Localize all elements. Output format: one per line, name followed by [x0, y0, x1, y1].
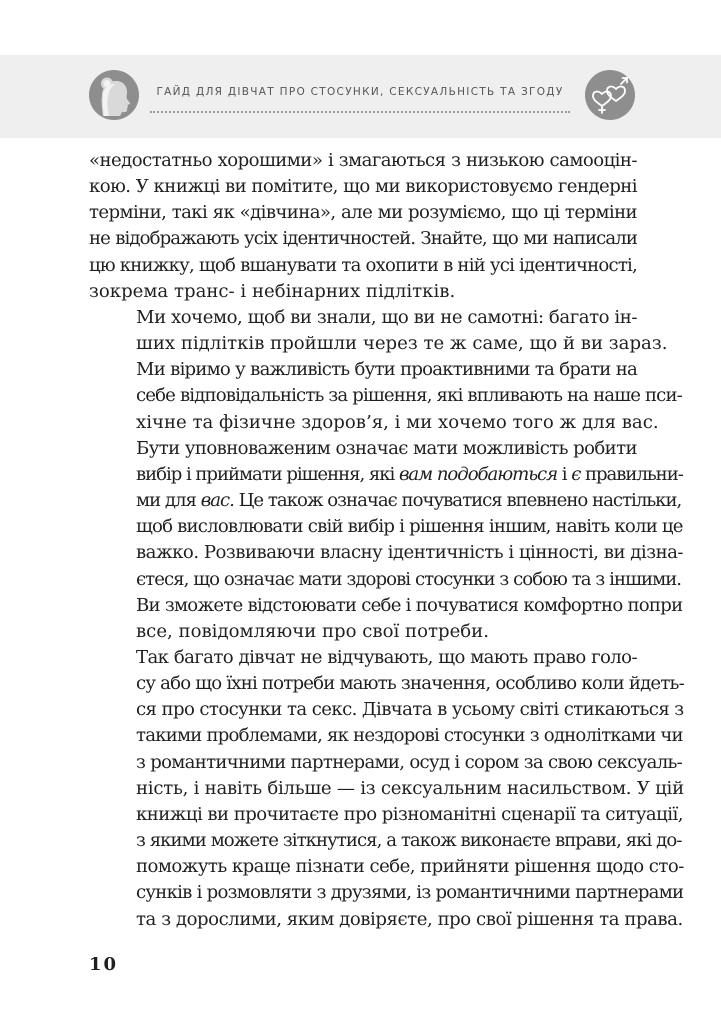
girl-profile-icon	[89, 70, 139, 120]
text-line: не відображають усіх ідентичностей. Знайте, що ми написали	[89, 228, 637, 250]
text-line: Ми віримо у важливість бути проактивними та брати на	[136, 359, 637, 381]
text-line: все, повідомляючи про свої потреби.	[136, 620, 489, 642]
text-line: та з дорослими, яким довіряєте, про свої рішення та права.	[136, 908, 683, 930]
text-line: «недостатньо хорошими» і змагаються з низькою самооцін-	[89, 150, 637, 171]
text-line: су або що їхні потреби мають значення, особливо коли йдеть-	[136, 673, 684, 695]
text-line: Так багато дівчат не відчувають, що мають право голо-	[136, 646, 637, 668]
text-line	[89, 462, 683, 488]
emphasis-text: вам подобаються	[398, 463, 558, 485]
text-line: з якими можете зіткнутися, а також виконаєте вправи, які до-	[136, 830, 682, 852]
emphasis-text: є	[571, 463, 581, 485]
page-number: 10	[89, 954, 119, 975]
text-line: зокрема транс- і небінарних підлітків.	[89, 280, 456, 302]
text-line: Ви зможете відстоювати себе і почуватися комфортно попри	[136, 594, 683, 616]
text-run: правильни-	[580, 463, 683, 485]
text-line: з романтичними партнерами, осуд і сором за свою сексуаль-	[136, 751, 683, 773]
text-line	[89, 488, 682, 514]
text-run: ми для	[136, 490, 201, 512]
paragraph	[89, 645, 684, 933]
paragraph	[89, 357, 682, 435]
text-line: такими проблемами, як нездорові стосунки з однолітками чи	[136, 725, 683, 747]
text-line: ся про стосунки та секс. Дівчата в усьому світі стикаються з	[136, 699, 684, 721]
body-text	[89, 148, 684, 933]
text-run: і	[557, 463, 572, 485]
text-line: поможуть краще пізнати себе, прийняти рішення щодо сто-	[136, 856, 684, 878]
text-line: книжці ви прочитаєте про різноманітні сценарії та ситуації,	[136, 803, 683, 825]
paragraph	[89, 305, 668, 357]
text-line: цю книжку, щоб вшанувати та охопити в ній усі ідентичності,	[89, 254, 637, 276]
header-dotted-rule	[150, 111, 570, 113]
text-line: ність, і навіть більше — із сексуальним насильством. У цій	[136, 777, 684, 799]
text-line: терміни, такі як «дівчина», але ми розуміємо, що ці терміни	[89, 202, 637, 224]
text-line: сунків і розмовляти з друзями, із романтичними партнерами	[136, 882, 684, 904]
hearts-gender-symbols-icon	[585, 70, 635, 120]
text-line: щоб висловлювати свій вибір і рішення іншим, навіть коли це	[136, 516, 683, 538]
text-line: важко. Розвиваючи власну ідентичність і цінності, ви дізна-	[136, 542, 684, 564]
text-line: єтеся, що означає мати здорові стосунки з собою та з іншими.	[136, 568, 682, 590]
text-line: ших підлітків пройшли через те ж саме, що й ви зараз.	[136, 333, 668, 355]
text-line: Бути уповноваженим означає мати можливість робити	[136, 437, 637, 459]
text-run: вибір і приймати рішення, які	[136, 463, 399, 485]
paragraph	[89, 148, 637, 305]
text-line: хічне та фізичне здоров’я, і ми хочемо того ж для вас.	[136, 411, 659, 433]
emphasis-text: вас.	[200, 490, 234, 512]
text-line: себе відповідальність за рішення, які впливають на наше пси-	[136, 385, 682, 407]
text-run: Це також означає почуватися впевнено настільки,	[233, 490, 682, 512]
text-line: Ми хочемо, щоб ви знали, що ви не самотні: багато ін-	[136, 306, 637, 328]
text-line: кою. У книжці ви помітите, що ми використовуємо гендерні	[89, 176, 637, 198]
paragraph	[89, 436, 684, 645]
running-title: ГАЙД ДЛЯ ДІВЧАТ ПРО СТОСУНКИ, СЕКСУАЛЬНІСТЬ ТА ЗГОДУ	[156, 86, 564, 98]
